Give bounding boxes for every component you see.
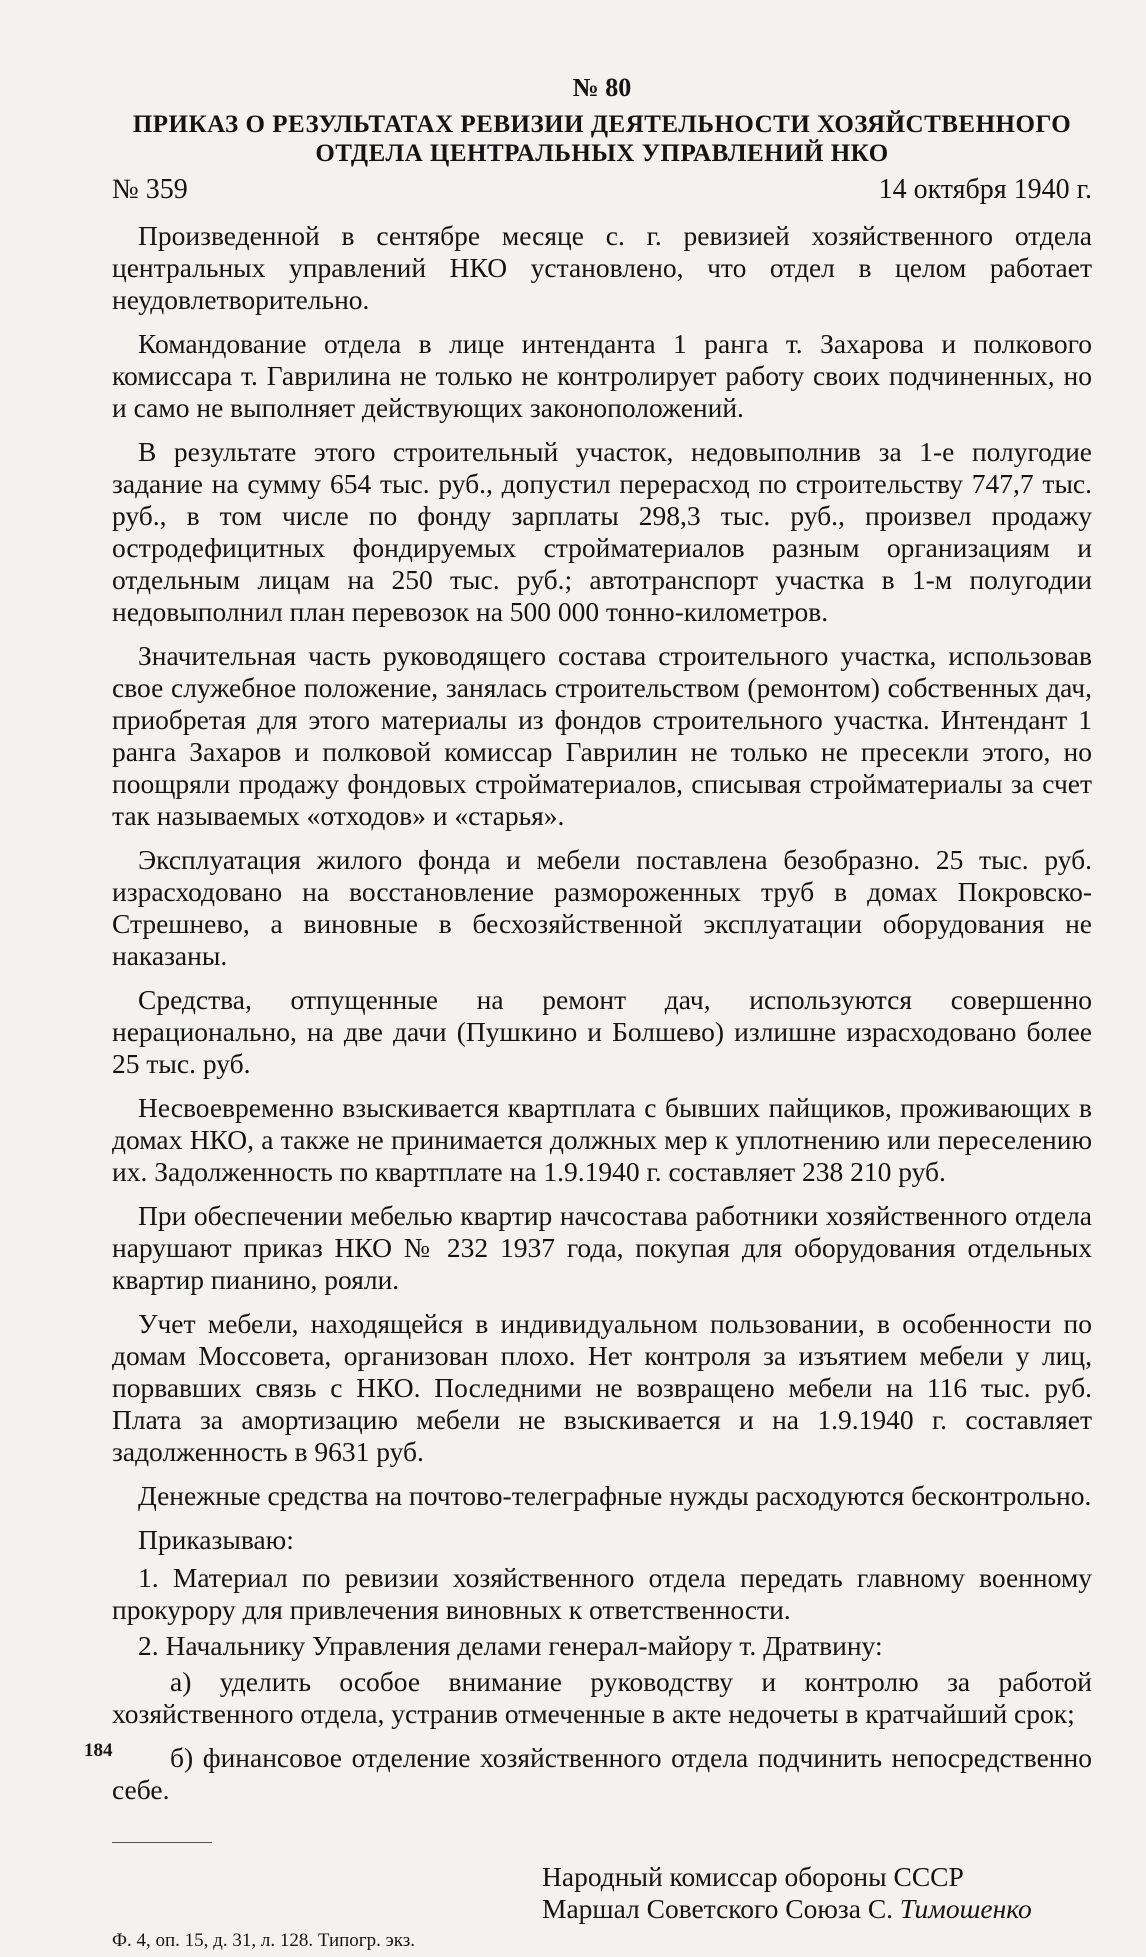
title-line-1: ПРИКАЗ О РЕЗУЛЬТАТАХ РЕВИЗИИ ДЕЯТЕЛЬНОСТИ ХОЗЯЙСТВЕННОГО xyxy=(132,111,1072,138)
signature-block xyxy=(542,1861,1092,1925)
signature-rank: Маршал Советского Союза С. xyxy=(542,1893,900,1924)
order-number: № 359 xyxy=(112,174,188,205)
footnote-divider xyxy=(112,1842,212,1843)
paragraph: В результате этого строительный участок, недовыполнив за 1-е полугодие задание на сумму 654 тыс. руб., допустил перерасход по строительству 747,7 тыс. руб., в том числе по фонду зарплаты 298,3 тыс. руб., произвел продажу остродефицитных фондируемых стройматериалов разным организациям и отдельным лицам на 250 тыс. руб.; автотранспорт участка в 1-м полугодии недовыполнил план перевозок на 500 000 тонно-километров. xyxy=(112,436,1092,627)
order-date: 14 октября 1940 г. xyxy=(878,174,1092,205)
paragraph: Значительная часть руководящего состава строительного участка, использовав свое служебное положение, занялась строительством (ремонтом) собственных дач, приобретая для этого материалы из фондов строительного участка. Интендант 1 ранга Захаров и полковой комиссар Гаврилин не только не пресекли этого, но поощряли продажу фондовых стройматериалов, списывая стройматериалы за счет так называемых «отходов» и «старья». xyxy=(112,640,1092,831)
order-subitem-b: б) финансовое отделение хозяйственного отдела подчинить непосредственно себе. xyxy=(112,1742,1092,1805)
order-item-2: 2. Начальнику Управления делами генерал-майору т. Дратвину: xyxy=(138,1630,883,1661)
paragraph: При обеспечении мебелью квартир начсостава работники хозяйственного отдела нарушают приказ НКО № 232 1937 года, покупая для оборудования отдельных квартир пианино, рояли. xyxy=(112,1200,1092,1295)
signature-title: Народный комиссар обороны СССР xyxy=(542,1861,964,1892)
paragraph: Эксплуатация жилого фонда и мебели поставлена безобразно. 25 тыс. руб. израсходовано на восстановление размороженных труб в домах Покровско-Стрешнево, а виновные в бесхозяйственной эксплуатации оборудования не наказаны. xyxy=(112,844,1092,971)
document-number: № 80 xyxy=(572,73,632,102)
paragraph: Учет мебели, находящейся в индивидуальном пользовании, в особенности по домам Моссовета, организован плохо. Нет контроля за изъятием мебели у лиц, порвавших связь с НКО. Последними не возвращено мебели на 116 тыс. руб. Плата за амортизацию мебели не взыскивается и на 1.9.1940 г. составляет задолженность в 9631 руб. xyxy=(112,1308,1092,1467)
title-line-2: ОТДЕЛА ЦЕНТРАЛЬНЫХ УПРАВЛЕНИЙ НКО xyxy=(315,140,889,167)
paragraph: Денежные средства на почтово-телеграфные нужды расходуются бесконтрольно. xyxy=(138,1480,1092,1511)
signature-rank-line xyxy=(542,1893,1092,1925)
paragraph: Несвоевременно взыскивается квартплата с бывших пайщиков, проживающих в домах НКО, а также не принимается должных мер к уплотнению или переселению их. Задолженность по квартплате на 1.9.1940 г. составляет 238 210 руб. xyxy=(112,1092,1092,1187)
paragraph: Средства, отпущенные на ремонт дач, используются совершенно нерационально, на две дачи (Пушкино и Болшево) излишне израсходовано более 25 тыс. руб. xyxy=(112,984,1092,1079)
signature-name: Тимошенко xyxy=(899,1893,1032,1924)
order-intro: Приказываю: xyxy=(138,1524,294,1555)
paragraph: Произведенной в сентябре месяце с. г. ревизией хозяйственного отдела центральных управлений НКО установлено, что отдел в целом работает неудовлетворительно. xyxy=(112,220,1092,315)
order-item-1: 1. Материал по ревизии хозяйственного отдела передать главному военному прокурору для привлечения виновных к ответственности. xyxy=(112,1562,1092,1625)
document-page xyxy=(112,72,1092,1957)
archive-reference: Ф. 4, оп. 15, д. 31, л. 128. Типогр. экз. xyxy=(112,1930,415,1951)
paragraph: Командование отдела в лице интенданта 1 ранга т. Захарова и полкового комиссара т. Гаврилина не только не контролирует работу своих подчиненных, но и само не выполняет действующих законоположений. xyxy=(112,328,1092,423)
order-number-date-row xyxy=(112,174,1092,206)
order-subitem-a: а) уделить особое внимание руководству и контролю за работой хозяйственного отдела, устранив отмеченные в акте недочеты в кратчайший срок; xyxy=(112,1666,1092,1729)
page-number: 184 xyxy=(84,1740,113,1761)
